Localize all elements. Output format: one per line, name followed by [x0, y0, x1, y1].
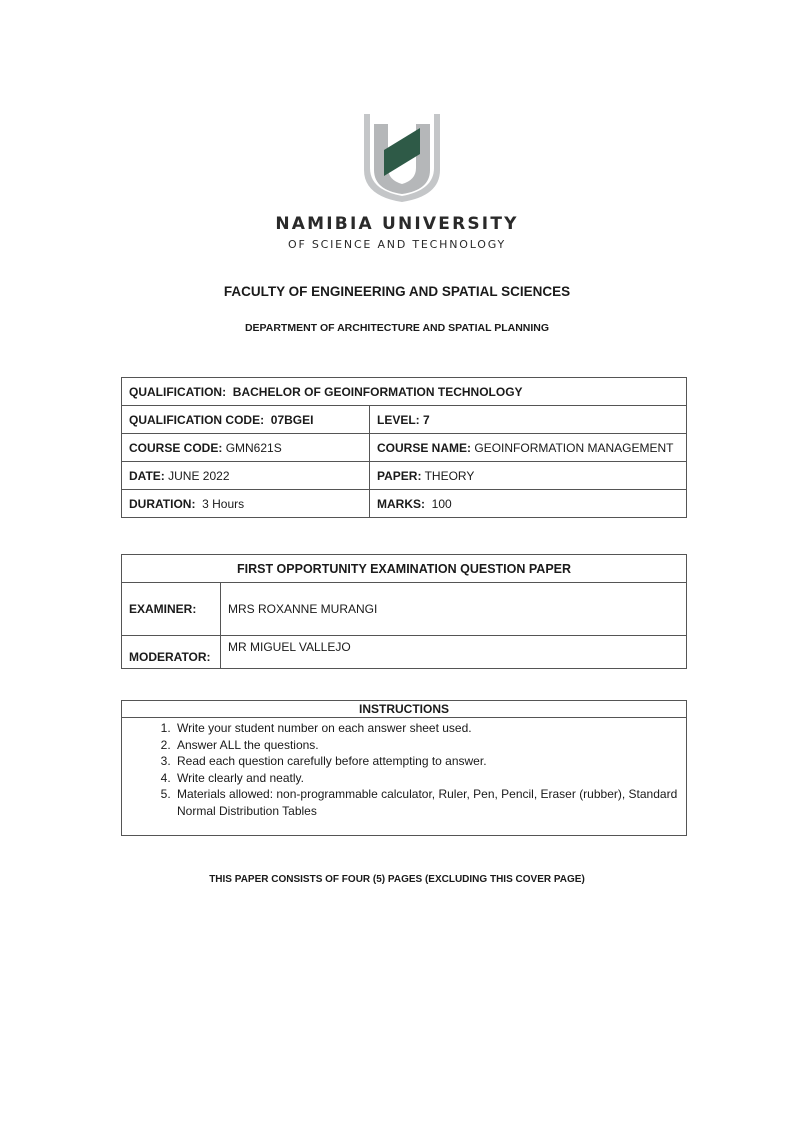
marks-value: 100 [431, 496, 452, 511]
course-code-label: COURSE CODE: [129, 440, 223, 455]
qualification-label: QUALIFICATION: [129, 384, 227, 399]
page-count-note: THIS PAPER CONSISTS OF FOUR (5) PAGES (EXCLUDING THIS COVER PAGE) [209, 874, 585, 885]
instruction-item: 5. Materials allowed: non-programmable calculator, Ruler, Pen, Pencil, Eraser (rubber), Standard Normal Distribution Tables [174, 786, 686, 819]
university-logo-icon [360, 110, 444, 202]
level-value: 7 [423, 412, 430, 427]
course-code-value: GMN621S [225, 440, 282, 455]
qualification-code-value: 07BGEI [270, 412, 314, 427]
paper-cell [370, 462, 687, 490]
paper-value: THEORY [424, 468, 475, 483]
date-label: DATE: [129, 468, 165, 483]
level-label: LEVEL: [377, 412, 420, 427]
exam-table [121, 554, 687, 669]
moderator-value: MR MIGUEL VALLEJO [221, 636, 687, 669]
university-name: NAMIBIA UNIVERSITY [275, 214, 519, 234]
examiner-value: MRS ROXANNE MURANGI [221, 583, 687, 636]
course-name-cell [370, 434, 687, 462]
qualification-cell [122, 378, 687, 406]
qualification-table [121, 377, 687, 518]
instructions-list [122, 720, 686, 819]
qualification-code-cell [122, 406, 370, 434]
duration-cell [122, 490, 370, 518]
duration-value: 3 Hours [202, 496, 245, 511]
course-name-label: COURSE NAME: [377, 440, 472, 455]
faculty-title: FACULTY OF ENGINEERING AND SPATIAL SCIENCES [223, 284, 571, 299]
examiner-label: EXAMINER: [122, 583, 221, 636]
instruction-item: 3. Read each question carefully before attempting to answer. [174, 753, 686, 770]
instructions-box [121, 700, 687, 836]
university-subtitle: OF SCIENCE AND TECHNOLOGY [287, 238, 506, 251]
instructions-title: INSTRUCTIONS [122, 701, 686, 718]
marks-cell [370, 490, 687, 518]
course-name-value: GEOINFORMATION MANAGEMENT [474, 440, 674, 455]
qualification-code-label: QUALIFICATION CODE: [129, 412, 265, 427]
qualification-value: BACHELOR OF GEOINFORMATION TECHNOLOGY [232, 384, 523, 399]
duration-label: DURATION: [129, 496, 196, 511]
instruction-item: 1. Write your student number on each answer sheet used. [174, 720, 686, 737]
level-cell [370, 406, 687, 434]
instruction-item: 4. Write clearly and neatly. [174, 770, 686, 787]
date-value: JUNE 2022 [168, 468, 230, 483]
course-code-cell [122, 434, 370, 462]
instruction-item: 2. Answer ALL the questions. [174, 737, 686, 754]
exam-title: FIRST OPPORTUNITY EXAMINATION QUESTION PAPER [122, 555, 687, 583]
marks-label: MARKS: [377, 496, 425, 511]
moderator-label: MODERATOR: [122, 636, 221, 669]
date-cell [122, 462, 370, 490]
department-title: DEPARTMENT OF ARCHITECTURE AND SPATIAL PLANNING [244, 322, 550, 334]
paper-label: PAPER: [377, 468, 422, 483]
